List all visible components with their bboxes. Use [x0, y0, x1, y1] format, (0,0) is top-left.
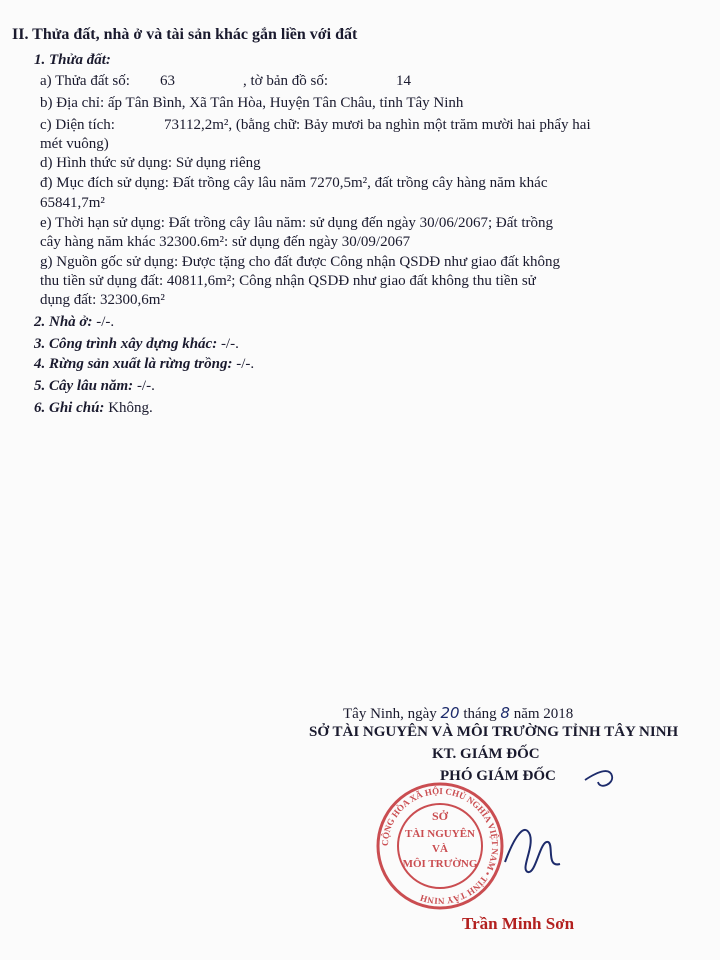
- stamp-center-2: TÀI NGUYÊN: [405, 828, 475, 840]
- signing-month: 8: [500, 704, 510, 722]
- note-value: Không.: [108, 400, 153, 416]
- signing-month-label: tháng: [463, 706, 497, 722]
- construction-label: 3. Công trình xây dựng khác:: [34, 336, 218, 352]
- agency-name: SỞ TÀI NGUYÊN VÀ MÔI TRƯỜNG TỈNH TÂY NINH: [309, 724, 679, 740]
- land-e-1: e) Thời hạn sử dụng: Đất trồng cây lâu năm: sử dụng đến ngày 30/06/2067; Đất trồng: [40, 215, 553, 231]
- land-c-label: c) Diện tích:: [40, 117, 115, 133]
- signing-place: Tây Ninh, ngày: [343, 706, 437, 722]
- forest-label: 4. Rừng sản xuất là rừng trồng:: [34, 356, 233, 372]
- house-value: -/-.: [96, 314, 115, 330]
- signing-year: năm 2018: [513, 706, 574, 722]
- land-a-value: 63: [160, 73, 175, 89]
- signer-name: Trần Minh Sơn: [462, 914, 575, 933]
- land-g-2: thu tiền sử dụng đất: 40811,6m²; Công nhận QSDĐ như giao đất không thu tiền sử: [40, 273, 536, 289]
- land-d: d) Hình thức sử dụng: Sử dụng riêng: [40, 155, 261, 171]
- land-c-value: 73112,2m², (bằng chữ: Bảy mươi ba nghìn một trăm mười hai phẩy hai: [164, 117, 591, 133]
- stamp-center-1: SỞ: [431, 809, 449, 823]
- land-dd-1: đ) Mục đích sử dụng: Đất trồng cây lâu năm 7270,5m², đất trồng cây hàng năm khác: [40, 175, 548, 191]
- perennial-label: 5. Cây lâu năm:: [34, 378, 134, 394]
- land-a-sheet-label: , tờ bản đồ số:: [243, 73, 329, 89]
- land-a-sheet-value: 14: [396, 73, 411, 89]
- land-b: b) Địa chỉ: ấp Tân Bình, Xã Tân Hòa, Huyện Tân Châu, tỉnh Tây Ninh: [40, 95, 464, 111]
- land-dd-2: 65841,7m²: [40, 195, 105, 211]
- signing-day: 20: [440, 704, 460, 722]
- note-label: 6. Ghi chú:: [34, 400, 105, 416]
- forest-value: -/-.: [236, 356, 255, 372]
- perennial-value: -/-.: [136, 378, 155, 394]
- land-a-label: a) Thửa đất số:: [40, 73, 130, 89]
- stamp-ring-text: CỘNG HÒA XÃ HỘI CHỦ NGHĨA VIỆT NAM • TỈNH TÂY NINH: [379, 785, 501, 907]
- house-label: 2. Nhà ở:: [34, 314, 93, 330]
- land-e-2: cây hàng năm khác 32300.6m²: sử dụng đến ngày 30/09/2067: [40, 234, 411, 250]
- signer-title: PHÓ GIÁM ĐỐC: [440, 768, 556, 784]
- land-g-1: g) Nguồn gốc sử dụng: Được tặng cho đất được Công nhận QSDĐ như giao đất không: [40, 254, 560, 270]
- on-behalf: KT. GIÁM ĐỐC: [432, 746, 540, 762]
- stamp-center-4: MÔI TRƯỜNG: [402, 858, 478, 870]
- construction-value: -/-.: [220, 336, 239, 352]
- land-heading: 1. Thửa đất:: [34, 52, 111, 68]
- section-title: II. Thửa đất, nhà ở và tài sản khác gắn liền với đất: [12, 26, 358, 43]
- handwritten-signature: [505, 830, 560, 872]
- stamp-center-3: VÀ: [432, 843, 448, 855]
- land-c-cont: mét vuông): [40, 136, 109, 152]
- land-g-3: dụng đất: 32300,6m²: [40, 292, 165, 308]
